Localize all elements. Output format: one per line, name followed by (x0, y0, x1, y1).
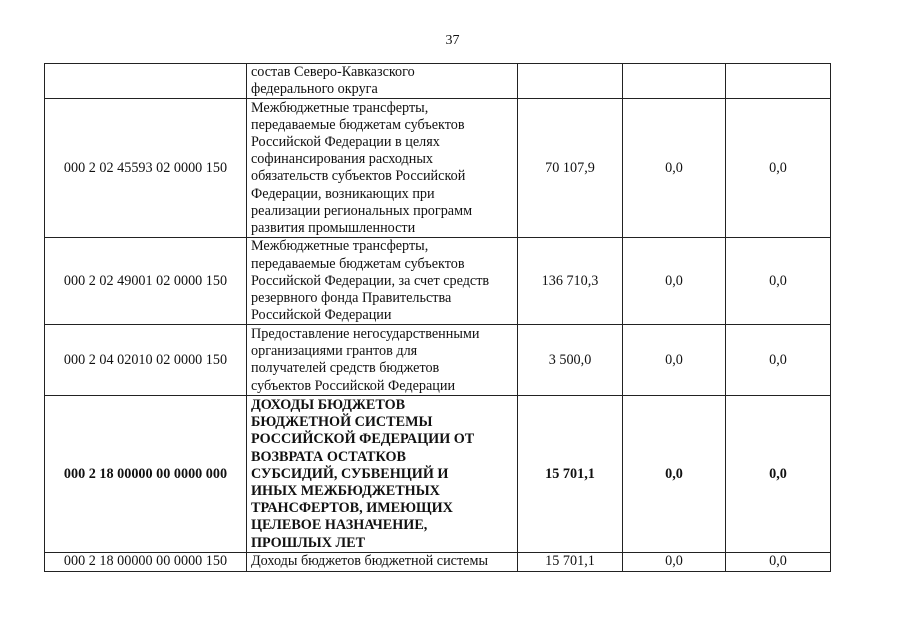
budget-code-cell (45, 64, 247, 99)
table-row (45, 238, 831, 325)
income-name-line: софинансирования расходных (251, 151, 433, 168)
budget-code-cell: 000 2 18 00000 00 0000 150 (45, 553, 247, 571)
income-name-cell (247, 325, 518, 396)
income-name-line: Доходы бюджетов бюджетной системы (251, 553, 488, 570)
amount-cell: 0,0 (726, 99, 831, 238)
amount-cell: 0,0 (623, 396, 726, 553)
table-row (45, 325, 831, 396)
amount-cell: 0,0 (726, 396, 831, 553)
budget-code-cell: 000 2 18 00000 00 0000 000 (45, 396, 247, 553)
income-name-line: Предоставление негосударственными (251, 326, 480, 343)
budget-revenue-table (44, 63, 831, 572)
amount-cell: 0,0 (726, 325, 831, 396)
income-name-line: Межбюджетные трансферты, (251, 238, 429, 255)
income-name-line: Федерации, возникающих при (251, 185, 435, 202)
amount-cell: 3 500,0 (518, 325, 623, 396)
income-name-line: Российской Федерации, за счет средств (251, 272, 490, 289)
budget-code-cell: 000 2 02 45593 02 0000 150 (45, 99, 247, 238)
income-name-line: ИНЫХ МЕЖБЮДЖЕТНЫХ (251, 483, 440, 500)
income-name-cell (247, 64, 518, 99)
income-name-line: резервного фонда Правительства (251, 290, 452, 307)
income-name-line: федерального округа (251, 81, 378, 98)
income-name-cell (247, 99, 518, 238)
table-row (45, 64, 831, 99)
amount-cell: 0,0 (623, 99, 726, 238)
income-name-line: обязательств субъектов Российской (251, 168, 466, 185)
table-row (45, 99, 831, 238)
amount-cell: 0,0 (726, 553, 831, 571)
income-name-cell (247, 396, 518, 553)
income-name-line: состав Северо-Кавказского (251, 64, 415, 80)
income-name-line: СУБСИДИЙ, СУБВЕНЦИЙ И (251, 465, 449, 482)
income-name-line: РОССИЙСКОЙ ФЕДЕРАЦИИ ОТ (251, 431, 475, 448)
income-name-line: ВОЗВРАТА ОСТАТКОВ (251, 448, 406, 465)
amount-cell: 15 701,1 (518, 553, 623, 571)
budget-code-cell: 000 2 02 49001 02 0000 150 (45, 238, 247, 325)
amount-cell: 70 107,9 (518, 99, 623, 238)
amount-cell (726, 64, 831, 99)
amount-cell: 15 701,1 (518, 396, 623, 553)
income-name-line: получателей средств бюджетов (251, 360, 440, 377)
income-name-line: передаваемые бюджетам субъектов (251, 255, 465, 272)
table-row (45, 396, 831, 553)
amount-cell: 0,0 (623, 325, 726, 396)
income-name-line: организациями грантов для (251, 343, 418, 360)
income-name-line: Российской Федерации в целях (251, 134, 440, 150)
income-name-line: ДОХОДЫ БЮДЖЕТОВ (251, 397, 406, 413)
income-name-line: Российской Федерации (251, 307, 392, 324)
income-name-line: субъектов Российской Федерации (251, 377, 456, 394)
income-name-cell (247, 238, 518, 325)
income-name-line: БЮДЖЕТНОЙ СИСТЕМЫ (251, 414, 433, 431)
amount-cell: 0,0 (726, 238, 831, 325)
amount-cell (623, 64, 726, 99)
amount-cell: 136 710,3 (518, 238, 623, 325)
table-row (45, 553, 831, 571)
income-name-line: ПРОШЛЫХ ЛЕТ (251, 534, 366, 551)
amount-cell (518, 64, 623, 99)
income-name-cell (247, 553, 518, 571)
budget-code-cell: 000 2 04 02010 02 0000 150 (45, 325, 247, 396)
income-name-line: развития промышленности (251, 220, 416, 237)
amount-cell: 0,0 (623, 238, 726, 325)
amount-cell: 0,0 (623, 553, 726, 571)
page-number: 37 (445, 33, 460, 48)
income-name-line: ЦЕЛЕВОЕ НАЗНАЧЕНИЕ, (251, 517, 428, 534)
income-name-line: передаваемые бюджетам субъектов (251, 116, 465, 133)
income-name-line: реализации региональных программ (251, 202, 473, 219)
income-name-line: ТРАНСФЕРТОВ, ИМЕЮЩИХ (251, 500, 453, 517)
income-name-line: Межбюджетные трансферты, (251, 99, 429, 116)
